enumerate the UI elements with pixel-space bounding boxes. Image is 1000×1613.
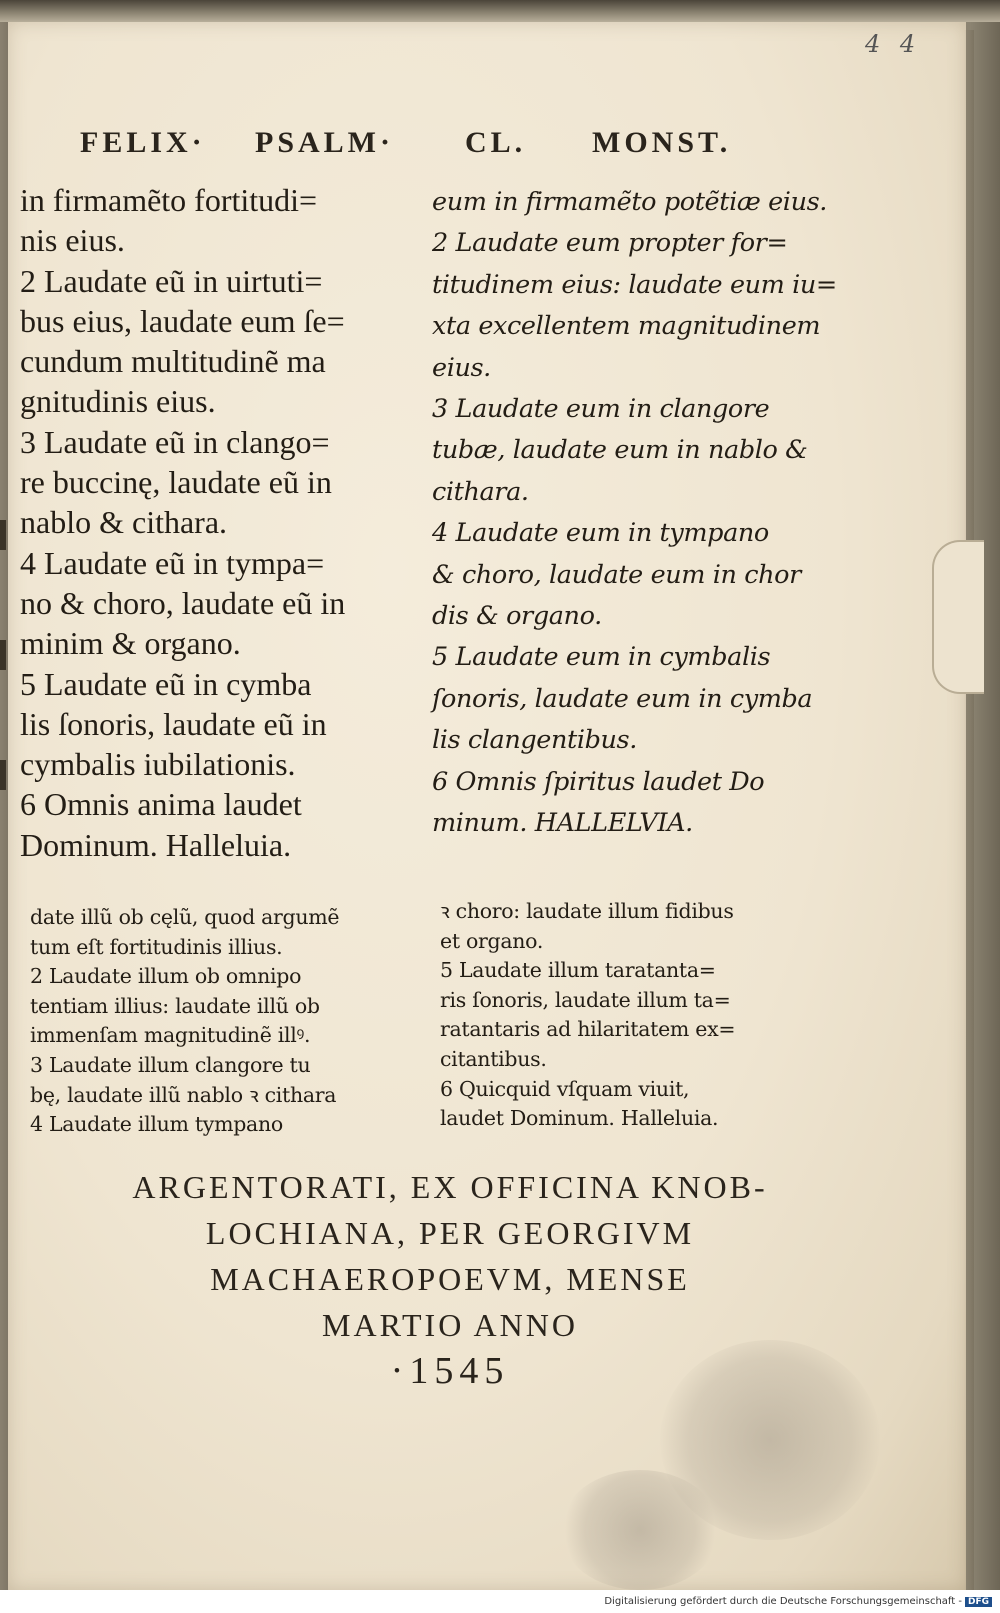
dfg-logo: DFG	[965, 1597, 992, 1607]
colophon	[60, 1164, 840, 1394]
blackletter-left-column	[30, 903, 430, 1140]
text-line: immenſam magnitudinẽ illꝰ.	[30, 1023, 311, 1048]
text-line: gnitudinis eius.	[20, 383, 216, 420]
text-line: date illũ ob cęlũ, quod argumẽ	[30, 905, 340, 929]
text-line: minum. HALLELVIA.	[432, 808, 693, 839]
text-line: Dominum. Halleluia.	[20, 826, 292, 863]
stain	[560, 1470, 720, 1590]
text-line: 3 Laudate illum clangore tu	[30, 1052, 311, 1077]
text-line: ꝛ choro: laudate illum fidibus	[440, 899, 734, 923]
text-line: no & choro, laudate eũ in	[20, 584, 346, 621]
running-head-word: CL.	[465, 126, 527, 159]
running-head-word: FELIX·	[80, 126, 206, 159]
text-line: xta excellentem magnitudinem	[432, 311, 821, 342]
text-line: 2 Laudate illum ob omnipo	[30, 964, 302, 989]
text-line: 5 Laudate illum taratanta=	[440, 958, 716, 983]
text-line: 3 Laudate eũ in clango=	[20, 423, 330, 460]
text-line: lis ſonoris, laudate eũ in	[20, 705, 327, 742]
text-line: re buccinę, laudate eũ in	[20, 464, 332, 501]
margin-mark	[0, 760, 6, 790]
text-line: 5 Laudate eum in cymbalis	[432, 642, 771, 673]
text-line: tubæ, laudate eum in nablo &	[432, 435, 808, 466]
text-line: in firmamẽto fortitudi=	[20, 182, 318, 218]
latin-roman-column	[20, 180, 420, 865]
text-line: bus eius, laudate eum ſe=	[20, 302, 345, 339]
binding-strip	[0, 0, 1000, 22]
text-line: & choro, laudate eum in chor	[432, 559, 801, 590]
text-line: cymbalis iubilationis.	[20, 746, 296, 783]
running-head-word: MONST.	[592, 126, 732, 159]
running-head	[80, 126, 780, 166]
text-line: 2 Laudate eũ in uirtuti=	[20, 262, 323, 299]
text-line: ratantaris ad hilaritatem ex=	[440, 1017, 736, 1042]
text-line: 3 Laudate eum in clangore	[432, 394, 770, 425]
text-line: dis & organo.	[432, 601, 602, 632]
text-line: cundum multitudinẽ ma	[20, 343, 326, 380]
text-line: 5 Laudate eũ in cymba	[20, 665, 312, 702]
text-line: 4 Laudate eum in tympano	[432, 518, 769, 549]
text-line: ris ſonoris, laudate illum ta=	[440, 987, 731, 1012]
text-line: 2 Laudate eum propter for=	[432, 228, 788, 259]
funding-credit	[604, 1596, 992, 1607]
text-line: minim & organo.	[20, 625, 241, 662]
folio-number: 4 4	[865, 30, 922, 58]
text-line: nis eius.	[20, 222, 125, 259]
margin-mark	[0, 520, 6, 550]
blackletter-right-column	[440, 897, 840, 1134]
margin-mark	[0, 640, 6, 670]
text-line: eum in firmamẽto potẽtiæ eius.	[432, 187, 827, 217]
colophon-year: ·1545	[390, 1350, 510, 1392]
text-line: lis clangentibus.	[432, 725, 637, 756]
text-line: citantibus.	[440, 1046, 547, 1071]
text-line: laudet Dominum. Halleluia.	[440, 1106, 719, 1131]
text-line: 6 Quicquid vſquam viuit,	[440, 1076, 690, 1101]
text-line: 4 Laudate illum tympano	[30, 1112, 283, 1137]
text-line: 4 Laudate eũ in tympa=	[20, 544, 325, 581]
text-line: titudinem eius: laudate eum iu=	[432, 269, 837, 300]
text-line: et organo.	[440, 928, 544, 953]
text-line: bę, laudate illũ nablo ꝛ cithara	[30, 1082, 337, 1107]
text-line: eius.	[432, 352, 491, 383]
text-line: tentiam illius: laudate illũ ob	[30, 993, 320, 1018]
text-line: nablo & cithara.	[20, 504, 228, 541]
running-head-word: PSALM·	[255, 126, 395, 159]
colophon-line: LOCHIANA, PER GEORGIVM	[205, 1215, 695, 1251]
text-line: 6 Omnis anima laudet	[20, 786, 302, 823]
page-tab-marker	[932, 540, 984, 694]
colophon-line: MACHAEROPOEVM, MENSE	[210, 1261, 690, 1297]
latin-italic-column	[432, 182, 837, 845]
funding-credit-text: Digitalisierung gefördert durch die Deutsche Forschungsgemeinschaft -	[604, 1596, 962, 1607]
text-line: cithara.	[432, 476, 529, 507]
text-line: tum eſt fortitudinis illius.	[30, 934, 283, 959]
text-line: ſonoris, laudate eum in cymba	[432, 683, 813, 714]
text-line: 6 Omnis ſpiritus laudet Do	[432, 766, 765, 797]
colophon-line: ARGENTORATI, EX OFFICINA KNOB-	[132, 1169, 768, 1205]
page-edge-shadow	[964, 30, 974, 1590]
colophon-line: MARTIO ANNO	[322, 1307, 578, 1343]
